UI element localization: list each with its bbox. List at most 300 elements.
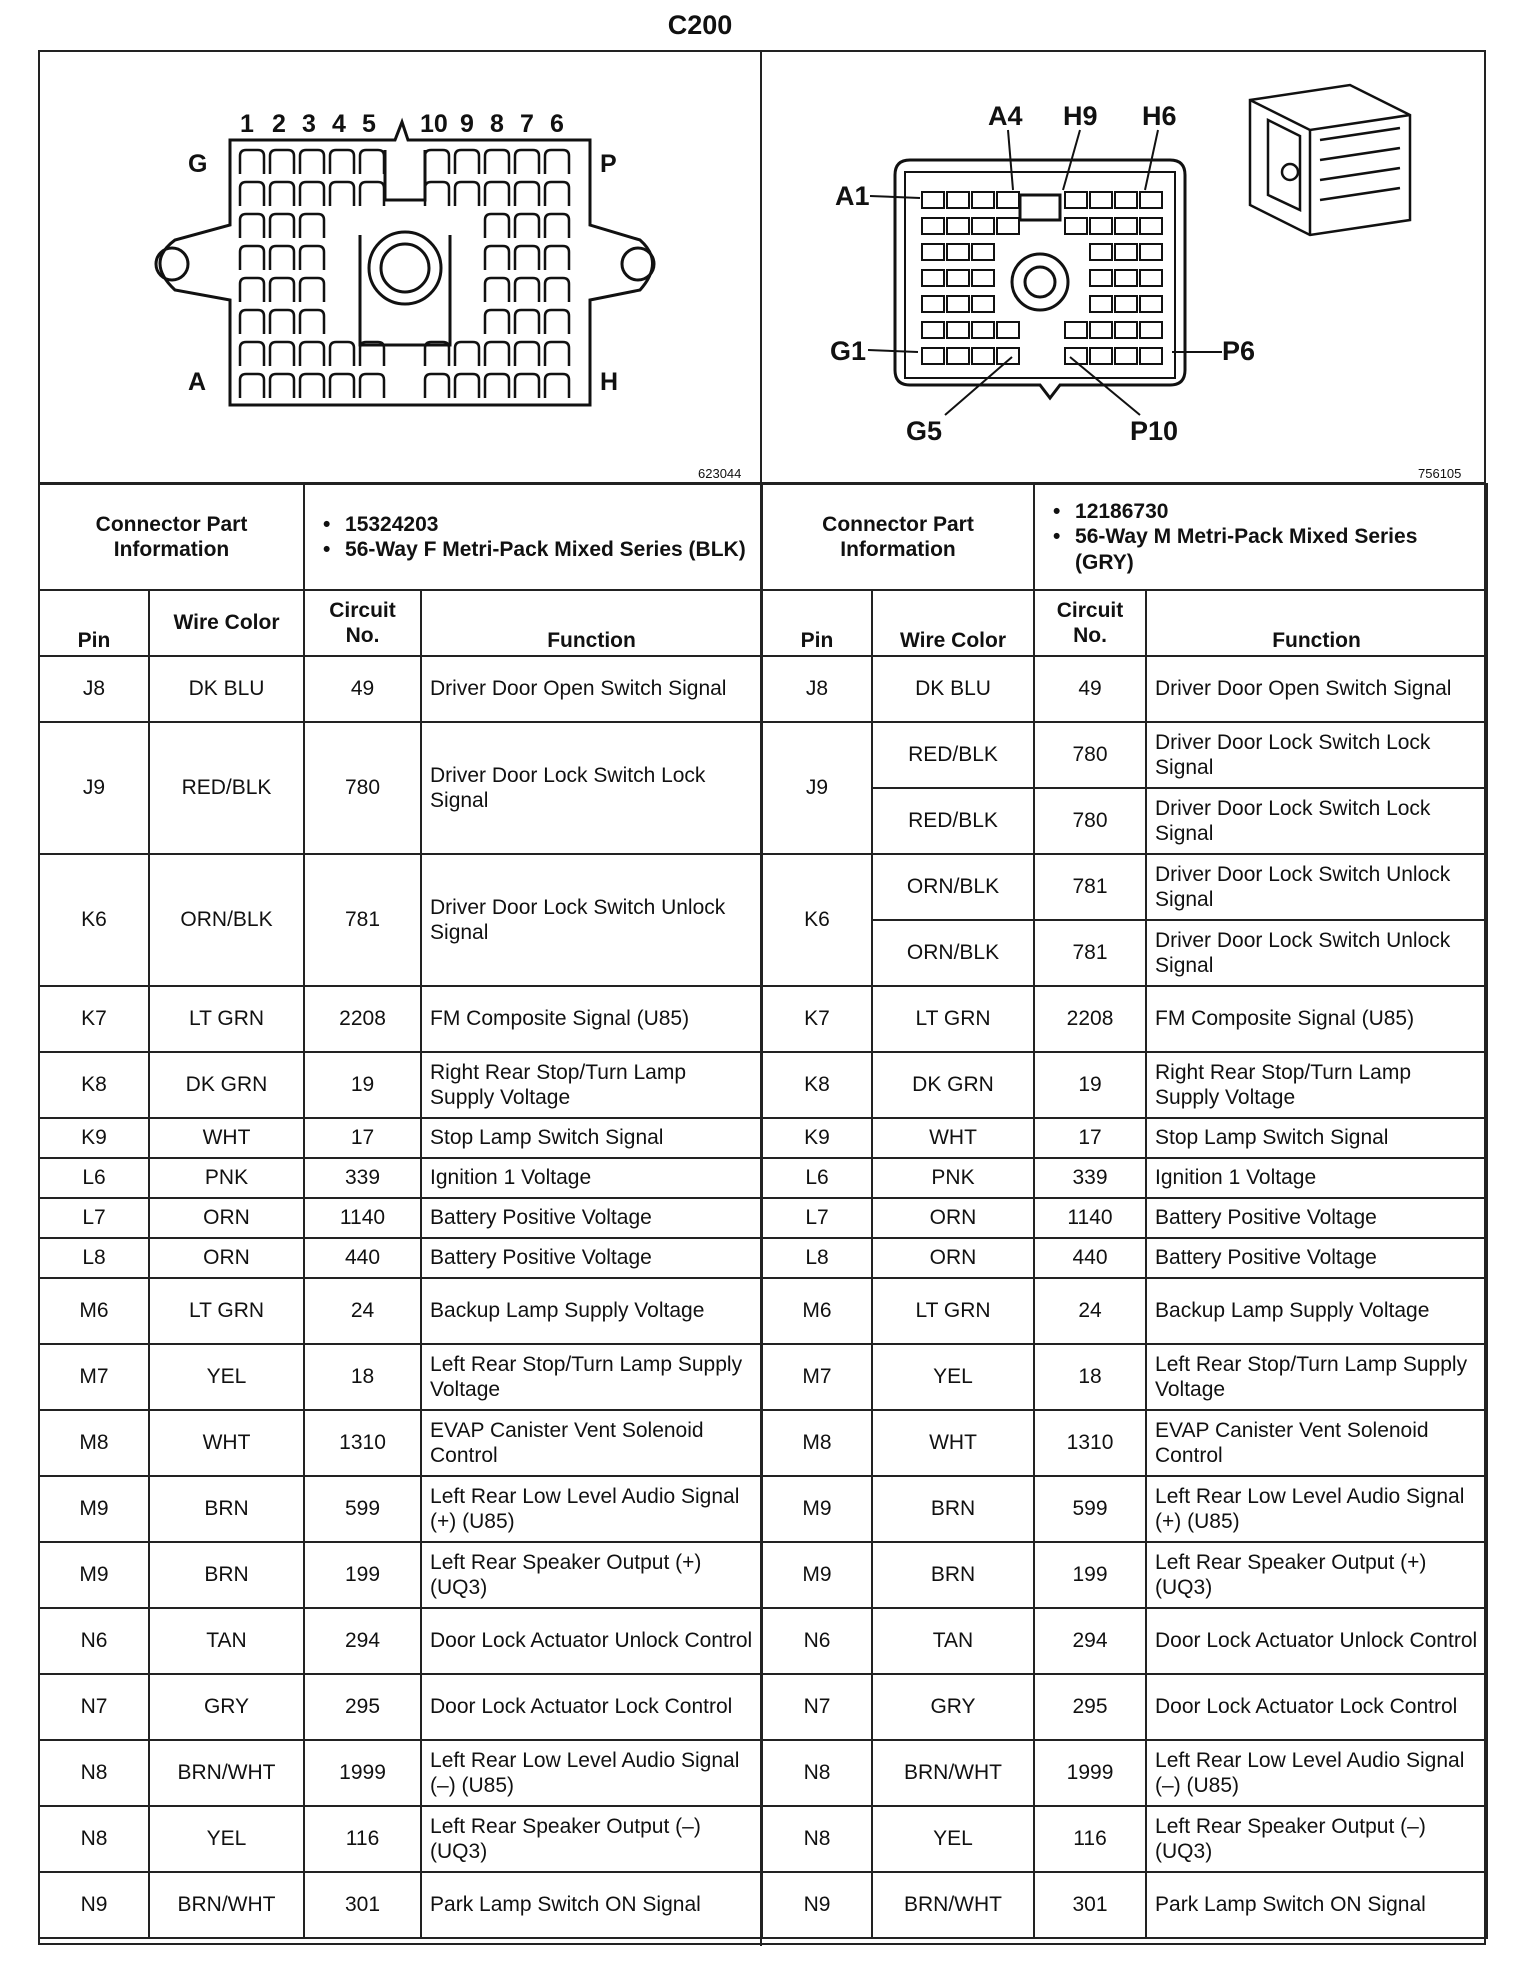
circuit-cell: 17 (1034, 1118, 1146, 1158)
pin-cell: M9 (762, 1476, 872, 1542)
pin-cell: M8 (39, 1410, 149, 1476)
table-row (762, 1542, 1487, 1608)
pin-cavity (485, 374, 509, 398)
table-row (39, 1674, 762, 1740)
function-cell: Driver Door Open Switch Signal (421, 656, 762, 722)
circuit-cell: 199 (1034, 1542, 1146, 1608)
function-cell: Battery Positive Voltage (1146, 1198, 1487, 1238)
pin-cell: N9 (762, 1872, 872, 1938)
pin-blade (947, 348, 969, 364)
pin-cavity (300, 374, 324, 398)
table-row (762, 1872, 1487, 1938)
callout-g1: G1 (830, 336, 867, 366)
pin-cavity (455, 374, 479, 398)
connector-drawings (0, 0, 1536, 490)
circuit-cell: 24 (304, 1278, 421, 1344)
pin-cavity (240, 150, 264, 174)
function-cell: Driver Door Open Switch Signal (1146, 656, 1487, 722)
wire-color-cell: BRN (872, 1542, 1034, 1608)
function-cell: Backup Lamp Supply Voltage (1146, 1278, 1487, 1344)
circuit-cell: 294 (1034, 1608, 1146, 1674)
table-row (762, 1158, 1487, 1198)
function-cell: Door Lock Actuator Unlock Control (421, 1608, 762, 1674)
function-cell: Battery Positive Voltage (421, 1238, 762, 1278)
pin-cell: M9 (762, 1542, 872, 1608)
pin-number-label: 7 (520, 110, 534, 138)
table-row (39, 1158, 762, 1198)
pin-cell: N7 (39, 1674, 149, 1740)
pin-blade (922, 244, 944, 260)
header-wire-color: Wire Color (872, 590, 1034, 656)
wire-color-cell: BRN (149, 1542, 304, 1608)
wire-color-cell: BRN (149, 1476, 304, 1542)
pin-cavity (545, 374, 569, 398)
table-row (39, 1118, 762, 1158)
function-cell: EVAP Canister Vent Solenoid Control (421, 1410, 762, 1476)
pin-blade (1090, 270, 1112, 286)
function-cell: Left Rear Low Level Audio Signal (–) (U85) (421, 1740, 762, 1806)
pin-cavity (515, 310, 539, 334)
pin-cavity (240, 342, 264, 366)
pin-number-label: 4 (332, 110, 346, 138)
function-cell: EVAP Canister Vent Solenoid Control (1146, 1410, 1487, 1476)
figure-number: 756105 (1418, 466, 1462, 481)
pin-cell: L6 (39, 1158, 149, 1198)
function-cell: Battery Positive Voltage (421, 1198, 762, 1238)
pin-blade (1090, 192, 1112, 208)
pin-cell: L8 (39, 1238, 149, 1278)
wire-color-cell: DK BLU (149, 656, 304, 722)
pin-cell: M7 (762, 1344, 872, 1410)
pin-blade (972, 192, 994, 208)
pin-cavity (360, 182, 384, 206)
pin-cavity (330, 182, 354, 206)
function-cell: Left Rear Low Level Audio Signal (+) (U85) (421, 1476, 762, 1542)
pin-cavity (330, 150, 354, 174)
connector-description: 56-Way M Metri-Pack Mixed Series (GRY) (1075, 525, 1418, 574)
function-cell: Door Lock Actuator Unlock Control (1146, 1608, 1487, 1674)
wire-color-cell: RED/BLK (872, 722, 1034, 788)
wire-color-cell: ORN/BLK (872, 920, 1034, 986)
pin-blade (922, 270, 944, 286)
connector-info-details: • 12186730 • 56-Way M Metri-Pack Mixed Series (GRY) (1034, 484, 1487, 590)
function-cell: FM Composite Signal (U85) (421, 986, 762, 1052)
circuit-cell: 440 (304, 1238, 421, 1278)
pin-blade (922, 296, 944, 312)
callout-p10: P10 (1130, 416, 1179, 446)
pin-cavity (545, 310, 569, 334)
wire-color-cell: YEL (872, 1344, 1034, 1410)
circuit-cell: 2208 (304, 986, 421, 1052)
function-cell: Left Rear Speaker Output (–) (UQ3) (1146, 1806, 1487, 1872)
table-row (39, 1542, 762, 1608)
pin-cavity (515, 278, 539, 302)
pin-cavity (545, 246, 569, 270)
table-row (39, 854, 762, 986)
header-pin: Pin (39, 590, 149, 656)
wire-color-cell: ORN (149, 1238, 304, 1278)
callout-a1: A1 (835, 181, 870, 211)
wire-color-cell: ORN/BLK (872, 854, 1034, 920)
connector-info-label: Connector Part Information (762, 484, 1034, 590)
wire-color-cell: LT GRN (872, 986, 1034, 1052)
pin-blade (947, 218, 969, 234)
function-cell: Door Lock Actuator Lock Control (1146, 1674, 1487, 1740)
wire-color-cell: GRY (149, 1674, 304, 1740)
pin-blade (997, 322, 1019, 338)
pin-cavity (270, 342, 294, 366)
pin-blade (1090, 244, 1112, 260)
row-label-p: P (600, 150, 617, 178)
pin-blade (1090, 218, 1112, 234)
pin-cavity (515, 182, 539, 206)
pin-cavity (455, 150, 479, 174)
pin-number-label: 3 (302, 110, 316, 138)
pin-blade (972, 322, 994, 338)
pin-blade (922, 192, 944, 208)
circuit-cell: 780 (304, 722, 421, 854)
wire-color-cell: BRN/WHT (872, 1872, 1034, 1938)
pin-cavity (240, 214, 264, 238)
pin-blade (1140, 348, 1162, 364)
pin-cavity (360, 374, 384, 398)
function-cell: FM Composite Signal (U85) (1146, 986, 1487, 1052)
wire-color-cell: LT GRN (872, 1278, 1034, 1344)
pin-cell: M6 (39, 1278, 149, 1344)
function-cell: Left Rear Low Level Audio Signal (–) (U85) (1146, 1740, 1487, 1806)
table-row (762, 1118, 1487, 1158)
pin-cavity (425, 150, 449, 174)
table-row (762, 722, 1487, 788)
pin-cell: K8 (39, 1052, 149, 1118)
pin-cavity (515, 374, 539, 398)
pin-cavity (545, 342, 569, 366)
wire-color-cell: ORN (872, 1198, 1034, 1238)
figure-number: 623044 (698, 466, 742, 481)
pin-blade (947, 322, 969, 338)
pin-blade (1065, 322, 1087, 338)
circuit-cell: 781 (1034, 920, 1146, 986)
circuit-cell: 1999 (1034, 1740, 1146, 1806)
function-cell: Park Lamp Switch ON Signal (421, 1872, 762, 1938)
function-cell: Ignition 1 Voltage (1146, 1158, 1487, 1198)
pin-number-label: 2 (272, 110, 286, 138)
pin-cell: J8 (762, 656, 872, 722)
table-row (762, 1410, 1487, 1476)
male-connector-face (895, 160, 1185, 398)
pin-cell: N8 (39, 1740, 149, 1806)
pin-cavity (485, 246, 509, 270)
circuit-cell: 1310 (304, 1410, 421, 1476)
header-circuit-no: Circuit No. (1034, 590, 1146, 656)
pin-cell: K6 (39, 854, 149, 986)
pin-cavity (240, 182, 264, 206)
pin-blade (972, 218, 994, 234)
pin-cavity (330, 374, 354, 398)
wire-color-cell: RED/BLK (149, 722, 304, 854)
table-row (762, 854, 1487, 920)
function-cell: Stop Lamp Switch Signal (1146, 1118, 1487, 1158)
wire-color-cell: TAN (149, 1608, 304, 1674)
function-cell: Driver Door Lock Switch Lock Signal (1146, 788, 1487, 854)
wire-color-cell: BRN/WHT (149, 1872, 304, 1938)
circuit-cell: 19 (304, 1052, 421, 1118)
part-number: 15324203 (345, 512, 439, 536)
header-circuit-no: Circuit No. (304, 590, 421, 656)
pin-cell: K6 (762, 854, 872, 986)
header-wire-color: Wire Color (149, 590, 304, 656)
function-cell: Door Lock Actuator Lock Control (421, 1674, 762, 1740)
wire-color-cell: DK GRN (149, 1052, 304, 1118)
pin-cavity (270, 374, 294, 398)
pin-blade (1140, 296, 1162, 312)
wire-color-cell: PNK (872, 1158, 1034, 1198)
pin-cell: J9 (39, 722, 149, 854)
function-cell: Driver Door Lock Switch Lock Signal (421, 722, 762, 854)
table-row (762, 1806, 1487, 1872)
male-pin-blades (922, 192, 1162, 364)
pin-cavity (360, 150, 384, 174)
row-label-g: G (188, 150, 208, 178)
pin-blade (1140, 244, 1162, 260)
pin-cell: K9 (762, 1118, 872, 1158)
connector-info-label: Connector Part Information (39, 484, 304, 590)
circuit-cell: 780 (1034, 722, 1146, 788)
function-cell: Park Lamp Switch ON Signal (1146, 1872, 1487, 1938)
function-cell: Right Rear Stop/Turn Lamp Supply Voltage (1146, 1052, 1487, 1118)
circuit-cell: 18 (1034, 1344, 1146, 1410)
wire-color-cell: LT GRN (149, 1278, 304, 1344)
pin-blade (1140, 322, 1162, 338)
circuit-cell: 1140 (1034, 1198, 1146, 1238)
table-row (762, 656, 1487, 722)
function-cell: Left Rear Speaker Output (+) (UQ3) (421, 1542, 762, 1608)
pin-blade (947, 244, 969, 260)
female-pin-cavities (240, 150, 569, 398)
circuit-cell: 199 (304, 1542, 421, 1608)
pin-cavity (485, 214, 509, 238)
function-cell: Backup Lamp Supply Voltage (421, 1278, 762, 1344)
wire-color-cell: DK BLU (872, 656, 1034, 722)
table-row (39, 722, 762, 854)
pin-cavity (485, 182, 509, 206)
pin-cavity (300, 310, 324, 334)
circuit-cell: 1310 (1034, 1410, 1146, 1476)
callout-a4: A4 (988, 101, 1023, 131)
function-cell: Left Rear Stop/Turn Lamp Supply Voltage (1146, 1344, 1487, 1410)
pin-blade (1140, 270, 1162, 286)
pin-cell: K9 (39, 1118, 149, 1158)
circuit-cell: 781 (304, 854, 421, 986)
callout-h6: H6 (1142, 101, 1177, 131)
function-cell: Ignition 1 Voltage (421, 1158, 762, 1198)
wire-color-cell: RED/BLK (872, 788, 1034, 854)
pin-blade (1115, 218, 1137, 234)
pin-blade (972, 270, 994, 286)
circuit-cell: 24 (1034, 1278, 1146, 1344)
wire-color-cell: TAN (872, 1608, 1034, 1674)
pin-cell: K8 (762, 1052, 872, 1118)
pin-cavity (515, 150, 539, 174)
pin-cavity (425, 374, 449, 398)
pin-number-label: 5 (362, 110, 376, 138)
pin-cell: L8 (762, 1238, 872, 1278)
pin-cavity (300, 278, 324, 302)
function-cell: Left Rear Low Level Audio Signal (+) (U85) (1146, 1476, 1487, 1542)
table-row (762, 1198, 1487, 1238)
wire-color-cell: ORN (149, 1198, 304, 1238)
function-cell: Right Rear Stop/Turn Lamp Supply Voltage (421, 1052, 762, 1118)
pin-cavity (485, 342, 509, 366)
wire-color-cell: BRN (872, 1476, 1034, 1542)
pin-cavity (545, 182, 569, 206)
callout-g5: G5 (906, 416, 943, 446)
wire-color-cell: YEL (149, 1344, 304, 1410)
wire-color-cell: BRN/WHT (872, 1740, 1034, 1806)
pin-cavity (455, 182, 479, 206)
pin-cavity (270, 150, 294, 174)
table-row (762, 1238, 1487, 1278)
pin-cavity (515, 342, 539, 366)
pin-cell: L7 (762, 1198, 872, 1238)
female-pin-table (38, 483, 763, 1939)
pin-cavity (300, 214, 324, 238)
header-function: Function (421, 590, 762, 656)
pin-cell: L7 (39, 1198, 149, 1238)
pin-cell: M6 (762, 1278, 872, 1344)
table-row (762, 1278, 1487, 1344)
pin-cavity (300, 182, 324, 206)
pin-cell: M9 (39, 1476, 149, 1542)
pin-cell: N9 (39, 1872, 149, 1938)
circuit-cell: 780 (1034, 788, 1146, 854)
pin-cavity (515, 214, 539, 238)
pin-cavity (300, 150, 324, 174)
table-row (39, 1344, 762, 1410)
function-cell: Driver Door Lock Switch Lock Signal (1146, 722, 1487, 788)
table-row (39, 1806, 762, 1872)
pin-blade (1065, 192, 1087, 208)
pin-blade (922, 218, 944, 234)
pin-cell: J9 (762, 722, 872, 854)
table-row (762, 1608, 1487, 1674)
pin-cavity (515, 246, 539, 270)
table-row (39, 1238, 762, 1278)
pin-cavity (485, 278, 509, 302)
pin-cavity (545, 150, 569, 174)
pin-blade (1115, 296, 1137, 312)
circuit-cell: 294 (304, 1608, 421, 1674)
circuit-cell: 599 (1034, 1476, 1146, 1542)
table-row (39, 1278, 762, 1344)
pin-cavity (300, 342, 324, 366)
circuit-cell: 1140 (304, 1198, 421, 1238)
pin-cell: M9 (39, 1542, 149, 1608)
table-row (39, 1476, 762, 1542)
pin-cell: N8 (39, 1806, 149, 1872)
pin-cavity (270, 182, 294, 206)
pin-cavity (330, 342, 354, 366)
connector-info-details: • 15324203 • 56-Way F Metri-Pack Mixed Series (BLK) (304, 484, 762, 590)
pin-blade (1115, 322, 1137, 338)
pin-number-label: 6 (550, 110, 564, 138)
wire-color-cell: YEL (149, 1806, 304, 1872)
pin-cavity (270, 278, 294, 302)
pin-blade (972, 244, 994, 260)
header-function: Function (1146, 590, 1487, 656)
wire-color-cell: WHT (872, 1410, 1034, 1476)
circuit-cell: 19 (1034, 1052, 1146, 1118)
pin-cell: N6 (39, 1608, 149, 1674)
circuit-cell: 781 (1034, 854, 1146, 920)
connector-info-row (39, 484, 762, 590)
wire-color-cell: YEL (872, 1806, 1034, 1872)
pin-cell: M7 (39, 1344, 149, 1410)
pin-blade (1090, 322, 1112, 338)
function-cell: Driver Door Lock Switch Unlock Signal (1146, 920, 1487, 986)
wire-color-cell: DK GRN (872, 1052, 1034, 1118)
circuit-cell: 295 (1034, 1674, 1146, 1740)
pin-cavity (270, 310, 294, 334)
pin-blade (997, 218, 1019, 234)
pin-cavity (270, 214, 294, 238)
connector-info-row (762, 484, 1487, 590)
pin-blade (1140, 218, 1162, 234)
wire-color-cell: ORN (872, 1238, 1034, 1278)
pin-blade (1115, 348, 1137, 364)
connector-description: 56-Way F Metri-Pack Mixed Series (BLK) (345, 538, 746, 561)
pin-cell: J8 (39, 656, 149, 722)
table-row (39, 656, 762, 722)
table-row (762, 1740, 1487, 1806)
wire-color-cell: WHT (149, 1410, 304, 1476)
header-pin: Pin (762, 590, 872, 656)
function-cell: Left Rear Speaker Output (–) (UQ3) (421, 1806, 762, 1872)
pin-blade (947, 270, 969, 286)
page-title: C200 (667, 10, 733, 40)
circuit-cell: 339 (1034, 1158, 1146, 1198)
pin-cell: L6 (762, 1158, 872, 1198)
circuit-cell: 49 (304, 656, 421, 722)
pin-cell: N8 (762, 1740, 872, 1806)
pin-number-label: 8 (490, 110, 504, 138)
circuit-cell: 301 (304, 1872, 421, 1938)
wire-color-cell: PNK (149, 1158, 304, 1198)
pin-cavity (545, 278, 569, 302)
table-row (39, 986, 762, 1052)
circuit-cell: 49 (1034, 656, 1146, 722)
table-header-row (762, 590, 1487, 656)
pin-blade (947, 296, 969, 312)
pin-blade (972, 348, 994, 364)
connector-3d-icon (1250, 85, 1410, 235)
circuit-cell: 17 (304, 1118, 421, 1158)
pin-cavity (240, 278, 264, 302)
pin-cell: K7 (39, 986, 149, 1052)
pin-blade (997, 192, 1019, 208)
circuit-cell: 440 (1034, 1238, 1146, 1278)
pin-blade (922, 348, 944, 364)
pin-cavity (240, 246, 264, 270)
pin-blade (1140, 192, 1162, 208)
pin-blade (1065, 218, 1087, 234)
table-row (39, 1052, 762, 1118)
pin-blade (922, 322, 944, 338)
row-label-h: H (600, 368, 619, 396)
function-cell: Stop Lamp Switch Signal (421, 1118, 762, 1158)
function-cell: Driver Door Lock Switch Unlock Signal (1146, 854, 1487, 920)
wire-color-cell: GRY (872, 1674, 1034, 1740)
